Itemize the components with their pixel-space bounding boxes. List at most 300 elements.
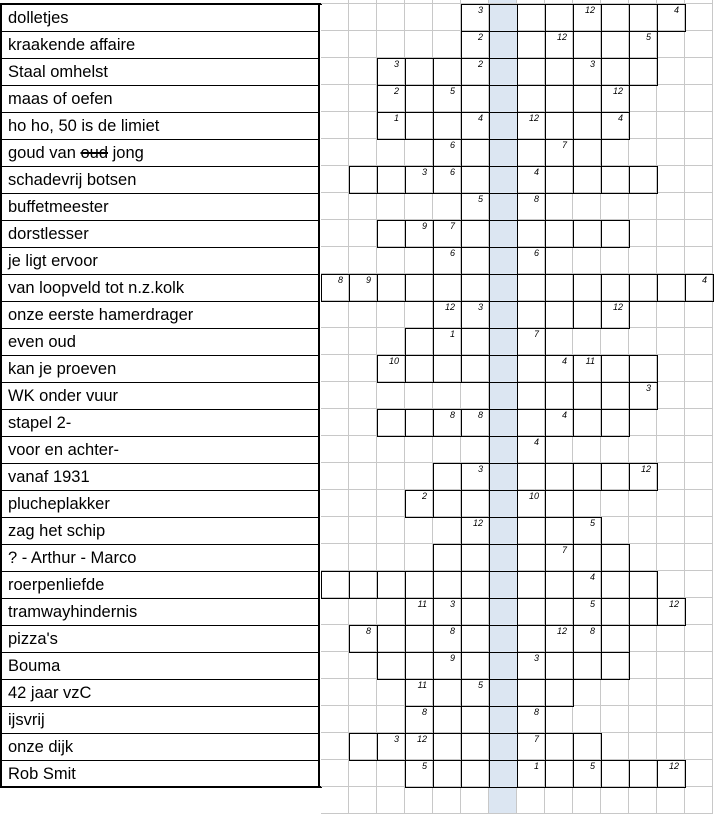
answer-cell[interactable] — [461, 760, 490, 788]
grid-background-cell — [685, 733, 713, 760]
cell-number: 12 — [584, 5, 595, 15]
answer-cell[interactable] — [629, 382, 658, 410]
answer-cell[interactable] — [545, 31, 574, 59]
answer-cell[interactable] — [377, 571, 406, 599]
answer-cell[interactable] — [629, 4, 658, 32]
answer-cell[interactable] — [517, 463, 546, 491]
answer-cell[interactable] — [601, 58, 630, 86]
answer-cell[interactable] — [461, 679, 490, 707]
answer-cell[interactable] — [405, 571, 434, 599]
answer-cell[interactable] — [405, 679, 434, 707]
answer-cell[interactable] — [489, 139, 518, 167]
answer-cell[interactable] — [489, 409, 518, 437]
grid-background-cell — [629, 787, 657, 814]
grid-background-cell — [545, 706, 573, 733]
answer-cell[interactable] — [349, 625, 378, 653]
answer-cell[interactable] — [489, 760, 518, 788]
answer-cell[interactable] — [573, 220, 602, 248]
grid-background-cell — [349, 220, 377, 247]
grid-background-cell — [657, 220, 685, 247]
answer-cell[interactable] — [321, 571, 350, 599]
answer-cell[interactable] — [517, 58, 546, 86]
answer-cell[interactable] — [433, 301, 462, 329]
clue-strikethrough: oud — [80, 144, 109, 162]
answer-cell[interactable] — [461, 490, 490, 518]
answer-cell[interactable] — [545, 571, 574, 599]
clue-text — [0, 220, 320, 247]
grid-background-cell — [657, 139, 685, 166]
answer-cell[interactable] — [433, 85, 462, 113]
answer-cell[interactable] — [489, 166, 518, 194]
answer-cell[interactable] — [545, 166, 574, 194]
answer-cell[interactable] — [405, 220, 434, 248]
answer-cell[interactable] — [601, 544, 630, 572]
cell-number: 5 — [421, 761, 427, 771]
clue-text — [0, 598, 320, 625]
answer-cell[interactable] — [377, 409, 406, 437]
answer-cell[interactable] — [517, 706, 546, 734]
answer-cell[interactable] — [573, 760, 602, 788]
answer-cell[interactable] — [405, 733, 434, 761]
answer-cell[interactable] — [433, 274, 462, 302]
answer-cell[interactable] — [461, 409, 490, 437]
answer-cell[interactable] — [573, 301, 602, 329]
answer-cell[interactable] — [545, 490, 574, 518]
answer-cell[interactable] — [377, 625, 406, 653]
grid-background-cell — [321, 409, 349, 436]
answer-cell[interactable] — [433, 58, 462, 86]
answer-cell[interactable] — [405, 58, 434, 86]
answer-cell[interactable] — [573, 571, 602, 599]
answer-cell[interactable] — [489, 436, 518, 464]
answer-cell[interactable] — [573, 58, 602, 86]
answer-cell[interactable] — [629, 760, 658, 788]
answer-cell[interactable] — [629, 355, 658, 383]
grid-background-cell — [349, 85, 377, 112]
grid-background-cell — [405, 544, 433, 571]
clue-column-bottom-border — [0, 786, 322, 788]
answer-cell[interactable] — [517, 652, 546, 680]
answer-cell[interactable] — [517, 31, 546, 59]
answer-cell[interactable] — [629, 598, 658, 626]
answer-cell[interactable] — [489, 328, 518, 356]
clue-label-after: jong — [108, 144, 144, 162]
answer-cell[interactable] — [517, 382, 546, 410]
answer-cell[interactable] — [517, 4, 546, 32]
answer-cell[interactable] — [517, 247, 546, 275]
grid-background-cell — [349, 598, 377, 625]
answer-cell[interactable] — [517, 301, 546, 329]
answer-cell[interactable] — [573, 112, 602, 140]
answer-cell[interactable] — [657, 598, 686, 626]
answer-cell[interactable] — [601, 31, 630, 59]
answer-cell[interactable] — [461, 355, 490, 383]
answer-cell[interactable] — [489, 220, 518, 248]
answer-cell[interactable] — [573, 409, 602, 437]
answer-cell[interactable] — [433, 328, 462, 356]
answer-cell[interactable] — [461, 517, 490, 545]
cell-number: 8 — [449, 626, 455, 636]
answer-cell[interactable] — [349, 571, 378, 599]
clue-label: kraakende affaire — [8, 36, 136, 54]
answer-cell[interactable] — [601, 112, 630, 140]
answer-cell[interactable] — [517, 274, 546, 302]
answer-cell[interactable] — [601, 4, 630, 32]
answer-cell[interactable] — [573, 598, 602, 626]
clue-label: Bouma — [8, 657, 61, 675]
answer-cell[interactable] — [545, 382, 574, 410]
grid-background-cell — [377, 436, 405, 463]
clue-text — [0, 355, 320, 382]
answer-cell[interactable] — [377, 733, 406, 761]
answer-cell[interactable] — [601, 463, 630, 491]
answer-cell[interactable] — [489, 112, 518, 140]
answer-cell[interactable] — [601, 409, 630, 437]
answer-cell[interactable] — [573, 517, 602, 545]
grid-background-cell — [321, 166, 349, 193]
grid-background-cell — [685, 4, 713, 31]
answer-cell[interactable] — [489, 571, 518, 599]
grid-background-cell — [349, 31, 377, 58]
answer-cell[interactable] — [629, 31, 658, 59]
answer-cell[interactable] — [377, 355, 406, 383]
grid-background-cell — [349, 382, 377, 409]
grid-background-cell — [601, 193, 629, 220]
answer-cell[interactable] — [545, 733, 574, 761]
answer-cell[interactable] — [685, 274, 714, 302]
answer-cell[interactable] — [601, 598, 630, 626]
answer-cell[interactable] — [489, 625, 518, 653]
answer-cell[interactable] — [573, 355, 602, 383]
answer-cell[interactable] — [601, 301, 630, 329]
answer-cell[interactable] — [377, 112, 406, 140]
answer-cell[interactable] — [461, 220, 490, 248]
answer-cell[interactable] — [433, 409, 462, 437]
answer-cell[interactable] — [489, 652, 518, 680]
grid-background-cell — [657, 436, 685, 463]
answer-cell[interactable] — [629, 58, 658, 86]
answer-cell[interactable] — [461, 247, 490, 275]
clue-label: maas of oefen — [8, 90, 113, 108]
answer-cell[interactable] — [489, 31, 518, 59]
answer-cell[interactable] — [517, 166, 546, 194]
answer-cell[interactable] — [461, 31, 490, 59]
answer-cell[interactable] — [461, 274, 490, 302]
answer-cell[interactable] — [657, 760, 686, 788]
answer-cell[interactable] — [573, 274, 602, 302]
answer-cell[interactable] — [517, 571, 546, 599]
answer-cell[interactable] — [517, 139, 546, 167]
cell-number: 11 — [585, 356, 595, 366]
answer-cell[interactable] — [517, 85, 546, 113]
answer-cell[interactable] — [461, 4, 490, 32]
answer-cell[interactable] — [601, 571, 630, 599]
answer-cell[interactable] — [517, 328, 546, 356]
clue-label: dorstlesser — [8, 225, 89, 243]
answer-cell[interactable] — [545, 760, 574, 788]
cell-number: 5 — [589, 599, 595, 609]
answer-cell[interactable] — [601, 85, 630, 113]
answer-cell[interactable] — [461, 625, 490, 653]
answer-cell[interactable] — [573, 382, 602, 410]
answer-cell[interactable] — [461, 112, 490, 140]
answer-cell[interactable] — [405, 166, 434, 194]
answer-cell[interactable] — [461, 706, 490, 734]
answer-cell[interactable] — [461, 166, 490, 194]
answer-cell[interactable] — [433, 571, 462, 599]
cell-number: 11 — [417, 680, 427, 690]
clue-label: roerpenliefde — [8, 576, 105, 594]
answer-cell[interactable] — [657, 4, 686, 32]
grid-background-cell — [657, 571, 685, 598]
grid-background-cell — [657, 706, 685, 733]
answer-cell[interactable] — [517, 409, 546, 437]
answer-cell[interactable] — [489, 598, 518, 626]
grid-background-cell — [377, 139, 405, 166]
grid-background-cell — [433, 436, 461, 463]
answer-cell[interactable] — [601, 382, 630, 410]
answer-cell[interactable] — [433, 112, 462, 140]
answer-cell[interactable] — [349, 166, 378, 194]
answer-cell[interactable] — [433, 247, 462, 275]
answer-cell[interactable] — [433, 166, 462, 194]
grid-background-cell — [685, 355, 713, 382]
clue-label: je ligt ervoor — [8, 252, 98, 270]
answer-cell[interactable] — [405, 625, 434, 653]
answer-cell[interactable] — [461, 733, 490, 761]
grid-background-cell — [321, 355, 349, 382]
clue-label: 42 jaar vzC — [8, 684, 92, 702]
grid-background-cell — [321, 706, 349, 733]
answer-cell[interactable] — [433, 760, 462, 788]
cell-number: 1 — [449, 329, 455, 339]
answer-cell[interactable] — [461, 58, 490, 86]
answer-cell[interactable] — [573, 652, 602, 680]
answer-cell[interactable] — [405, 598, 434, 626]
answer-cell[interactable] — [517, 355, 546, 383]
answer-cell[interactable] — [433, 598, 462, 626]
answer-cell[interactable] — [545, 517, 574, 545]
answer-cell[interactable] — [405, 706, 434, 734]
answer-cell[interactable] — [517, 625, 546, 653]
grid-background-cell — [629, 85, 657, 112]
answer-cell[interactable] — [629, 571, 658, 599]
answer-cell[interactable] — [517, 490, 546, 518]
answer-cell[interactable] — [489, 463, 518, 491]
answer-cell[interactable] — [433, 544, 462, 572]
answer-cell[interactable] — [405, 652, 434, 680]
answer-cell[interactable] — [545, 598, 574, 626]
grid-background-cell — [321, 112, 349, 139]
answer-cell[interactable] — [405, 274, 434, 302]
answer-cell[interactable] — [517, 733, 546, 761]
answer-cell[interactable] — [573, 625, 602, 653]
answer-cell[interactable] — [433, 355, 462, 383]
answer-cell[interactable] — [489, 733, 518, 761]
answer-cell[interactable] — [489, 544, 518, 572]
answer-cell[interactable] — [517, 112, 546, 140]
answer-cell[interactable] — [489, 355, 518, 383]
answer-cell[interactable] — [461, 463, 490, 491]
answer-cell[interactable] — [461, 544, 490, 572]
answer-cell[interactable] — [461, 571, 490, 599]
answer-cell[interactable] — [629, 274, 658, 302]
answer-cell[interactable] — [489, 517, 518, 545]
grid-background-cell — [629, 652, 657, 679]
answer-cell[interactable] — [461, 85, 490, 113]
answer-cell[interactable] — [405, 760, 434, 788]
answer-cell[interactable] — [517, 544, 546, 572]
answer-cell[interactable] — [377, 274, 406, 302]
answer-cell[interactable] — [405, 112, 434, 140]
answer-cell[interactable] — [545, 4, 574, 32]
answer-cell[interactable] — [433, 463, 462, 491]
clue-text — [0, 85, 320, 112]
answer-cell[interactable] — [601, 274, 630, 302]
answer-cell[interactable] — [545, 139, 574, 167]
answer-cell[interactable] — [573, 166, 602, 194]
answer-cell[interactable] — [433, 625, 462, 653]
answer-cell[interactable] — [405, 409, 434, 437]
cell-number: 7 — [561, 140, 567, 150]
grid-background-cell — [657, 85, 685, 112]
answer-cell[interactable] — [629, 166, 658, 194]
grid-background-cell — [433, 382, 461, 409]
answer-cell[interactable] — [517, 760, 546, 788]
grid-background-cell — [685, 247, 713, 274]
answer-cell[interactable] — [461, 598, 490, 626]
answer-cell[interactable] — [349, 274, 378, 302]
answer-cell[interactable] — [489, 4, 518, 32]
answer-cell[interactable] — [601, 652, 630, 680]
answer-cell[interactable] — [629, 463, 658, 491]
answer-cell[interactable] — [433, 679, 462, 707]
answer-cell[interactable] — [601, 760, 630, 788]
cell-number: 8 — [365, 626, 371, 636]
cell-number: 1 — [393, 113, 399, 123]
clue-label: buffetmeester — [8, 198, 109, 216]
grid-background-cell — [601, 436, 629, 463]
answer-cell[interactable] — [405, 328, 434, 356]
answer-cell[interactable] — [405, 355, 434, 383]
cell-number: 12 — [556, 32, 567, 42]
clue-label: dolletjes — [8, 9, 69, 27]
answer-cell[interactable] — [461, 328, 490, 356]
answer-cell[interactable] — [433, 652, 462, 680]
answer-cell[interactable] — [489, 706, 518, 734]
answer-cell[interactable] — [433, 706, 462, 734]
answer-cell[interactable] — [489, 58, 518, 86]
answer-cell[interactable] — [461, 139, 490, 167]
answer-cell[interactable] — [377, 652, 406, 680]
answer-cell[interactable] — [489, 274, 518, 302]
answer-cell[interactable] — [377, 85, 406, 113]
grid-background-cell — [349, 436, 377, 463]
answer-cell[interactable] — [601, 355, 630, 383]
answer-cell[interactable] — [545, 85, 574, 113]
grid-background-cell — [405, 382, 433, 409]
answer-cell[interactable] — [377, 220, 406, 248]
answer-cell[interactable] — [545, 112, 574, 140]
answer-cell[interactable] — [545, 409, 574, 437]
answer-cell[interactable] — [489, 193, 518, 221]
answer-cell[interactable] — [461, 193, 490, 221]
clue-label: onze dijk — [8, 738, 74, 756]
answer-cell[interactable] — [461, 301, 490, 329]
answer-cell[interactable] — [405, 85, 434, 113]
answer-cell[interactable] — [517, 220, 546, 248]
answer-cell[interactable] — [545, 58, 574, 86]
answer-cell[interactable] — [545, 220, 574, 248]
answer-cell[interactable] — [545, 625, 574, 653]
answer-cell[interactable] — [377, 58, 406, 86]
answer-cell[interactable] — [657, 274, 686, 302]
cell-number: 12 — [416, 734, 427, 744]
answer-cell[interactable] — [489, 490, 518, 518]
grid-background-cell — [377, 328, 405, 355]
answer-cell[interactable] — [601, 625, 630, 653]
answer-cell[interactable] — [517, 679, 546, 707]
grid-background-cell — [685, 31, 713, 58]
answer-cell[interactable] — [573, 4, 602, 32]
answer-cell[interactable] — [433, 139, 462, 167]
answer-cell[interactable] — [489, 382, 518, 410]
answer-cell[interactable] — [545, 274, 574, 302]
answer-cell[interactable] — [349, 733, 378, 761]
answer-cell[interactable] — [573, 544, 602, 572]
answer-cell[interactable] — [377, 166, 406, 194]
answer-cell[interactable] — [433, 490, 462, 518]
answer-cell[interactable] — [545, 355, 574, 383]
answer-cell[interactable] — [545, 544, 574, 572]
answer-cell[interactable] — [545, 652, 574, 680]
grid-background-cell — [461, 382, 489, 409]
answer-cell[interactable] — [517, 193, 546, 221]
clue-label: Rob Smit — [8, 765, 76, 783]
answer-cell[interactable] — [545, 301, 574, 329]
answer-cell[interactable] — [489, 247, 518, 275]
answer-cell[interactable] — [573, 85, 602, 113]
answer-cell[interactable] — [601, 220, 630, 248]
answer-cell[interactable] — [461, 652, 490, 680]
answer-cell[interactable] — [573, 733, 602, 761]
cell-number: 7 — [533, 734, 539, 744]
clue-text — [0, 193, 320, 220]
answer-cell[interactable] — [433, 733, 462, 761]
grid-background-cell — [545, 247, 573, 274]
answer-cell[interactable] — [573, 463, 602, 491]
answer-cell[interactable] — [601, 166, 630, 194]
answer-cell[interactable] — [321, 274, 350, 302]
answer-cell[interactable] — [545, 679, 574, 707]
cell-number: 3 — [589, 59, 595, 69]
grid-background-cell — [629, 436, 657, 463]
grid-background-cell — [657, 301, 685, 328]
answer-cell[interactable] — [489, 85, 518, 113]
clue-text — [0, 733, 320, 760]
answer-cell[interactable] — [517, 517, 546, 545]
answer-cell[interactable] — [433, 220, 462, 248]
answer-cell[interactable] — [573, 31, 602, 59]
answer-cell[interactable] — [573, 139, 602, 167]
answer-cell[interactable] — [545, 463, 574, 491]
answer-cell[interactable] — [489, 301, 518, 329]
answer-cell[interactable] — [517, 436, 546, 464]
answer-cell[interactable] — [517, 598, 546, 626]
cell-number: 4 — [561, 356, 567, 366]
answer-cell[interactable] — [405, 490, 434, 518]
answer-cell[interactable] — [489, 679, 518, 707]
